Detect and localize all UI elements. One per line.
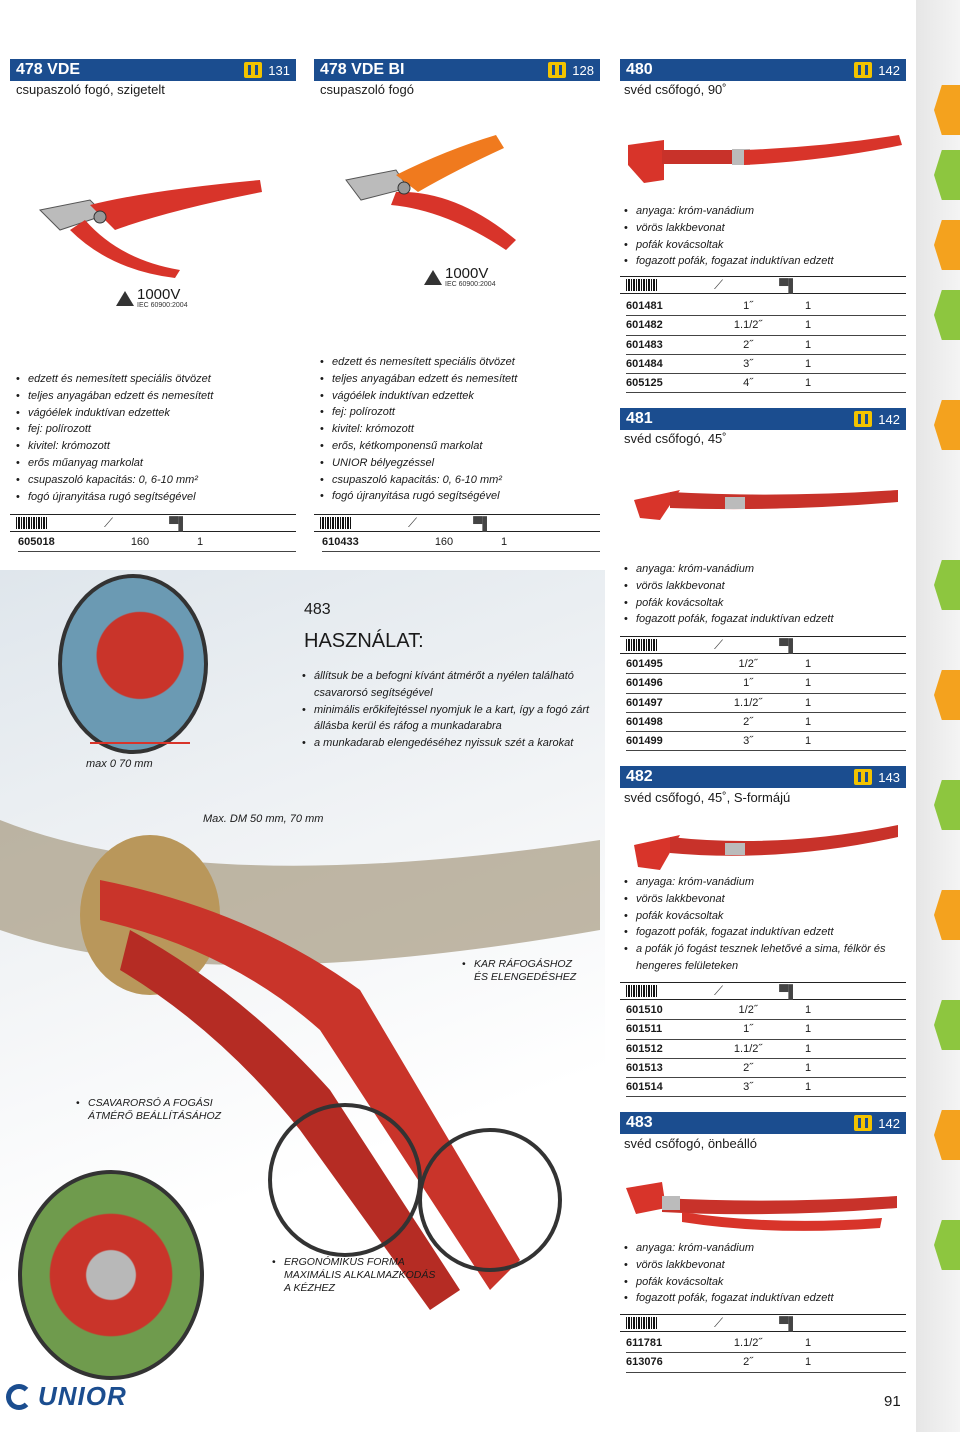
callout-text: • CSAVARORSÓ A FOGÁSI ÁTMÉRŐ BEÁLLÍTÁSÁHOZ	[76, 1097, 226, 1123]
product-subtitle: csupaszoló fogó	[320, 82, 414, 97]
package-icon: ▀▌	[779, 983, 798, 999]
product-header-481	[620, 408, 906, 430]
product-code: 478 VDE BI	[320, 61, 405, 78]
feature: • fej: polírozott	[320, 404, 600, 421]
article-code: 601497	[626, 696, 663, 709]
product-code: 482	[626, 768, 653, 785]
cert-mark-1000v	[116, 288, 188, 309]
article-code: 601510	[626, 1004, 663, 1017]
qty: 1	[804, 735, 812, 748]
catalog-page-icon	[244, 62, 262, 78]
qty: 1	[804, 358, 812, 371]
callout-ergonomic	[272, 1256, 442, 1295]
feature: • anyaga: króm-vanádium	[624, 203, 906, 220]
feature-list	[624, 874, 906, 975]
product-subtitle: svéd csőfogó, 90˚	[624, 82, 727, 97]
warning-triangle-icon	[116, 291, 134, 306]
size: 1/2˝	[738, 658, 758, 671]
product-table	[626, 1001, 906, 1097]
table-header-icons	[620, 276, 906, 294]
qty: 1	[196, 536, 204, 549]
max-opening-label: max 0 70 mm	[86, 758, 153, 770]
size-icon: ⟋	[714, 1315, 724, 1330]
qty: 1	[804, 300, 812, 313]
size: 3˝	[743, 735, 753, 748]
table-header-icons	[314, 514, 600, 532]
stripping-pliers-insulated-image	[30, 170, 270, 280]
table-row	[626, 1040, 906, 1059]
iec-standard: IEC 60900:2004	[445, 281, 496, 288]
article-code: 601496	[626, 677, 663, 690]
article-code: 613076	[626, 1356, 663, 1369]
article-code: 601499	[626, 735, 663, 748]
size: 2˝	[743, 1062, 753, 1075]
size: 1.1/2˝	[733, 1337, 763, 1350]
qty: 1	[804, 658, 812, 671]
size: 1˝	[743, 300, 753, 313]
table-header-icons	[620, 982, 906, 1000]
product-code: 481	[626, 410, 653, 427]
qty: 1	[804, 1023, 812, 1036]
package-icon: ▀▌	[779, 637, 798, 653]
page-number: 91	[884, 1393, 901, 1410]
barcode-icon	[626, 1317, 658, 1329]
barcode-icon	[626, 985, 658, 997]
product-code: 480	[626, 61, 653, 78]
pipe-wrench-s-shape-image	[630, 815, 900, 875]
table-row	[626, 316, 906, 335]
feature: • vörös lakkbevonat	[624, 1257, 906, 1274]
article-code: 605125	[626, 377, 663, 390]
table-row	[626, 1001, 906, 1020]
size: 3˝	[743, 1081, 753, 1094]
catalog-page-ref: 128	[572, 62, 594, 78]
feature: • erős műanyag markolat	[16, 455, 296, 472]
callout-text: • ERGONÓMIKUS FORMA MAXIMÁLIS ALKALMAZKODÁS A KÉZHEZ	[272, 1256, 442, 1295]
usage-number: 483	[304, 601, 331, 618]
catalog-page-ref: 131	[268, 62, 290, 78]
usage-list	[302, 668, 598, 752]
feature: • anyaga: króm-vanádium	[624, 561, 906, 578]
warning-triangle-icon	[424, 270, 442, 285]
feature-list	[624, 1240, 906, 1307]
qty: 1	[804, 716, 812, 729]
detail-circle-screw	[18, 1170, 204, 1380]
table-row	[626, 336, 906, 355]
feature: • UNIOR bélyegzéssel	[320, 455, 600, 472]
feature: • vörös lakkbevonat	[624, 891, 906, 908]
qty: 1	[804, 377, 812, 390]
product-table	[626, 297, 906, 393]
feature: • kivitel: krómozott	[320, 421, 600, 438]
qty: 1	[804, 1062, 812, 1075]
article-code: 601483	[626, 338, 663, 351]
article-code: 605018	[18, 536, 55, 549]
qty: 1	[804, 696, 812, 709]
product-subtitle: svéd csőfogó, 45˚	[624, 431, 727, 446]
feature: • fej: polírozott	[16, 421, 296, 438]
feature: • fogó újranyitása rugó segítségével	[320, 488, 600, 505]
feature: • fogazott pofák, fogazat induktívan edzett	[624, 1290, 906, 1307]
pipe-wrench-45-image	[630, 470, 900, 525]
unior-logo[interactable]	[6, 1381, 127, 1412]
feature: • kivitel: krómozott	[16, 438, 296, 455]
table-row	[626, 655, 906, 674]
feature: • erős, kétkomponensű markolat	[320, 438, 600, 455]
size: 2˝	[743, 716, 753, 729]
table-header-icons	[620, 636, 906, 654]
package-icon: ▀▌	[473, 515, 492, 531]
catalog-page-icon	[854, 411, 872, 427]
product-header-482	[620, 766, 906, 788]
table-row	[626, 1334, 906, 1353]
feature-list	[16, 371, 296, 505]
qty: 1	[804, 677, 812, 690]
table-row	[626, 1059, 906, 1078]
size: 160	[130, 536, 150, 549]
qty: 1	[804, 1004, 812, 1017]
usage-title: HASZNÁLAT:	[304, 630, 424, 652]
article-code: 601514	[626, 1081, 663, 1094]
pipe-wrench-90-image	[624, 125, 904, 190]
product-header-483	[620, 1112, 906, 1134]
size: 3˝	[743, 358, 753, 371]
product-table	[626, 655, 906, 751]
pipe-wrench-self-adjusting-image	[622, 1178, 902, 1238]
callout-grip	[462, 958, 582, 984]
detail-circle-jaws	[58, 574, 208, 754]
barcode-icon	[16, 517, 48, 529]
package-icon: ▀▌	[169, 515, 188, 531]
feature: • pofák kovácsoltak	[624, 908, 906, 925]
feature: • fogazott pofák, fogazat induktívan edzett	[624, 924, 906, 941]
size: 1.1/2˝	[733, 1042, 763, 1055]
product-table	[322, 533, 600, 552]
table-row	[626, 374, 906, 393]
catalog-page-ref: 142	[878, 62, 900, 78]
qty: 1	[804, 1042, 812, 1055]
product-code: 478 VDE	[16, 61, 81, 78]
article-code: 601512	[626, 1042, 663, 1055]
size-icon: ⟋	[714, 277, 724, 292]
callout-screw	[76, 1097, 226, 1123]
product-subtitle: svéd csőfogó, önbeálló	[624, 1136, 757, 1151]
size: 1.1/2˝	[733, 696, 763, 709]
package-icon: ▀▌	[779, 1315, 798, 1331]
table-row	[626, 732, 906, 751]
table-header-icons	[10, 514, 296, 532]
feature: • edzett és nemesített speciális ötvözet	[16, 371, 296, 388]
article-code: 601495	[626, 658, 663, 671]
article-code: 601498	[626, 716, 663, 729]
barcode-icon	[626, 279, 658, 291]
feature: • a pofák jó fogást tesznek lehetővé a sima, félkör és hengeres felületeken	[624, 941, 906, 975]
feature: • vágóélek induktívan edzettek	[320, 388, 600, 405]
product-header-478vde	[10, 59, 296, 81]
feature: • csupaszoló kapacitás: 0, 6-10 mm²	[320, 472, 600, 489]
size-icon: ⟋	[104, 515, 114, 530]
article-code: 601511	[626, 1023, 663, 1036]
product-header-480	[620, 59, 906, 81]
qty: 1	[804, 319, 812, 332]
catalog-page-icon	[854, 62, 872, 78]
size: 1/2˝	[738, 1004, 758, 1017]
feature: • vörös lakkbevonat	[624, 578, 906, 595]
catalog-page-icon	[854, 769, 872, 785]
feature: • vörös lakkbevonat	[624, 220, 906, 237]
size: 4˝	[743, 377, 753, 390]
callout-text: • KAR RÁFOGÁSHOZ ÉS ELENGEDÉSHEZ	[462, 958, 582, 984]
product-table	[18, 533, 296, 552]
qty: 1	[804, 338, 812, 351]
table-row	[322, 533, 600, 552]
size: 1.1/2˝	[733, 319, 763, 332]
feature: • vágóélek induktívan edzettek	[16, 405, 296, 422]
usage-step: • állítsuk be a befogni kívánt átmérőt a nyélen található csavarorsó segítségével	[302, 668, 598, 702]
qty: 1	[500, 536, 508, 549]
size-icon: ⟋	[408, 515, 418, 530]
table-row	[626, 1353, 906, 1372]
qty: 1	[804, 1337, 812, 1350]
table-row	[626, 1078, 906, 1097]
usage-step: • minimális erőkifejtéssel nyomjuk le a kart, így a fogó zárt állásba kerül és ráfog a munkadarabra	[302, 702, 598, 736]
iec-standard: IEC 60900:2004	[137, 302, 188, 309]
voltage-rating: 1000V	[137, 286, 181, 303]
size: 2˝	[743, 338, 753, 351]
table-row	[626, 1020, 906, 1039]
product-code: 483	[626, 1114, 653, 1131]
package-icon: ▀▌	[779, 277, 798, 293]
size-icon: ⟋	[714, 637, 724, 652]
feature: • teljes anyagában edzett és nemesített	[320, 371, 600, 388]
feature: • pofák kovácsoltak	[624, 237, 906, 254]
feature: • anyaga: króm-vanádium	[624, 874, 906, 891]
table-row	[626, 713, 906, 732]
catalog-page-ref: 142	[878, 1115, 900, 1131]
size: 2˝	[743, 1356, 753, 1369]
voltage-rating: 1000V	[445, 265, 489, 282]
cert-mark-1000v	[424, 267, 496, 288]
table-row	[626, 355, 906, 374]
barcode-icon	[626, 639, 658, 651]
article-code: 611781	[626, 1337, 663, 1350]
size: 1˝	[743, 1023, 753, 1036]
usage-step: • a munkadarab elengedéséhez nyissuk szét a karokat	[302, 735, 598, 752]
feature-list	[624, 203, 906, 270]
feature: • pofák kovácsoltak	[624, 1274, 906, 1291]
barcode-icon	[320, 517, 352, 529]
article-code: 610433	[322, 536, 359, 549]
max-diameter-label: Max. DM 50 mm, 70 mm	[203, 813, 324, 825]
qty: 1	[804, 1081, 812, 1094]
feature: • fogazott pofák, fogazat induktívan edzett	[624, 253, 906, 270]
catalog-page-ref: 142	[878, 411, 900, 427]
jaw-measure-arrow	[90, 742, 190, 744]
catalog-page-icon	[854, 1115, 872, 1131]
feature-list	[624, 561, 906, 628]
article-code: 601481	[626, 300, 663, 313]
size: 160	[434, 536, 454, 549]
product-header-478vdebi	[314, 59, 600, 81]
size-icon: ⟋	[714, 983, 724, 998]
feature: • csupaszoló kapacitás: 0, 6-10 mm²	[16, 472, 296, 489]
feature: • pofák kovácsoltak	[624, 595, 906, 612]
brand-name: UNIOR	[38, 1381, 127, 1411]
table-row	[626, 297, 906, 316]
feature: • edzett és nemesített speciális ötvözet	[320, 354, 600, 371]
table-row	[626, 674, 906, 693]
stripping-pliers-bi-image	[336, 130, 576, 260]
table-row	[626, 694, 906, 713]
unior-logo-icon	[6, 1384, 32, 1410]
article-code: 601513	[626, 1062, 663, 1075]
table-row	[18, 533, 296, 552]
feature: • anyaga: króm-vanádium	[624, 1240, 906, 1257]
size: 1˝	[743, 677, 753, 690]
article-code: 601484	[626, 358, 663, 371]
product-subtitle: svéd csőfogó, 45˚, S-formájú	[624, 790, 791, 805]
catalog-page-ref: 143	[878, 769, 900, 785]
feature: • teljes anyagában edzett és nemesített	[16, 388, 296, 405]
article-code: 601482	[626, 319, 663, 332]
product-table	[626, 1334, 906, 1373]
catalog-page-icon	[548, 62, 566, 78]
table-header-icons	[620, 1314, 906, 1332]
feature-list	[320, 354, 600, 505]
feature: • fogazott pofák, fogazat induktívan edzett	[624, 611, 906, 628]
qty: 1	[804, 1356, 812, 1369]
product-subtitle: csupaszoló fogó, szigetelt	[16, 82, 165, 97]
feature: • fogó újranyitása rugó segítségével	[16, 489, 296, 506]
